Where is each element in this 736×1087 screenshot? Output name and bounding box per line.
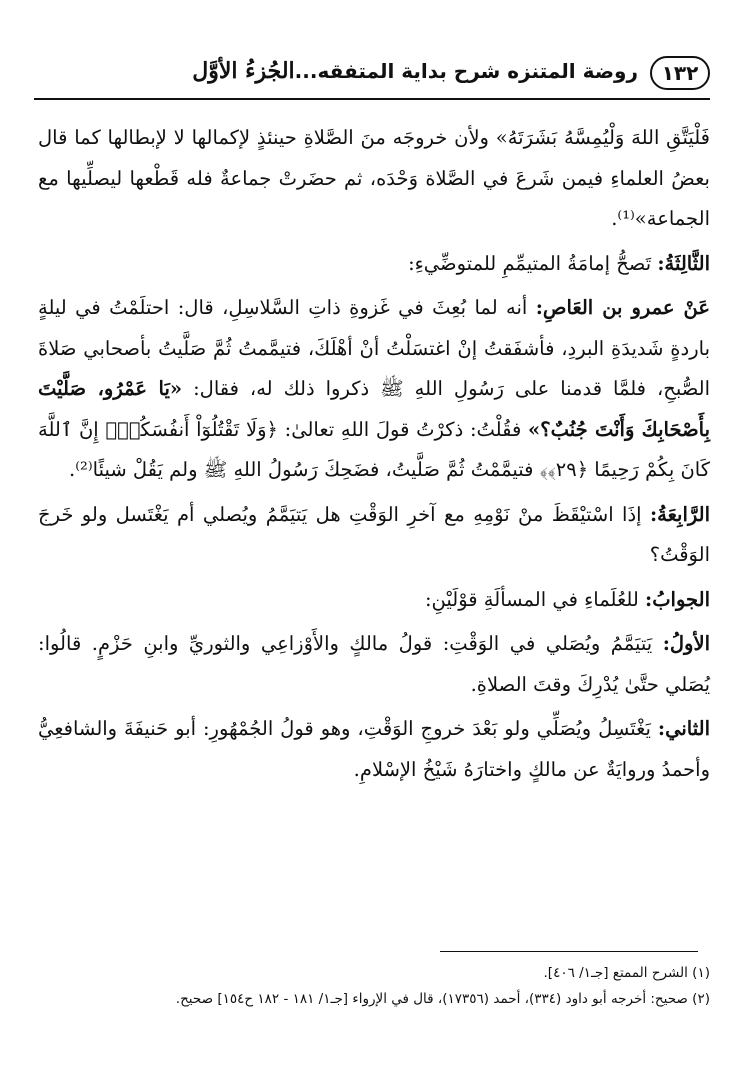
second-opinion bbox=[38, 709, 710, 790]
paragraph-continuation: فَلْيَتَّقِ اللهَ وَلْيُمِسَّهُ بَشَرَتَهُ» ولأن خروجَه منَ الصَّلاةِ حينئذٍ لإكمالها لا لإبطالها كما قال بعضُ العلماءِ فيمن شَرعَ في الصَّلاة وَحْدَه، ثم حضَرتْ جماعةٌ فله قَطْعها ليصلِّيها مع الجماعة»⁽¹⁾. bbox=[38, 126, 710, 230]
page-number: ١٣٢ bbox=[650, 56, 710, 90]
part-label: الجُزءُ الأوَّل bbox=[192, 58, 295, 84]
footnotes bbox=[38, 960, 710, 1012]
first-opinion-label: الأولُ: bbox=[662, 632, 711, 655]
hadith-continuation: فقُلْتُ: ذكرْتُ قولَ اللهِ تعالىٰ: bbox=[284, 417, 522, 441]
quran-verse: ﴿وَلَا تَقْتُلُوٓاْ أَنفُسَكُمْۚ إِنَّ ٱللَّهَ كَانَ بِكُمْ رَحِيمًا ﴿٢٩﴾﴾ bbox=[38, 417, 710, 481]
first-opinion bbox=[38, 624, 710, 705]
fourth-issue-label: الرَّابِعَةُ: bbox=[649, 502, 711, 526]
answer bbox=[38, 580, 710, 621]
third-issue-text: تَصحُّ إمامَةُ المتيمِّمِ للمتوضِّيءِ: bbox=[408, 251, 652, 275]
hadith-text: أنه لما بُعِثَ في غَزوةِ ذاتِ السَّلاسِلِ، قال: احتلَمْتُ في ليلةٍ باردةٍ شَديدَةِ البردِ، فأشفَقتُ إنْ اغتسَلْتُ أنْ أهْلَكَ، فتيمَّمتُ ثُمَّ صَلَّيتُ بأصحابي صَلاةَ الصُّبحِ، فلمَّا قدمنا على رَسُولِ اللهِ ﷺ ذكروا ذلك له، فقال: bbox=[38, 296, 711, 400]
footnote-1: (١) الشرح الممتع [جـ١/ ٤٠٦]. bbox=[543, 965, 710, 981]
hadith-narrator: عَنْ عمرو بن العَاصِ: bbox=[535, 296, 710, 319]
answer-label: الجوابُ: bbox=[645, 587, 710, 611]
hadith-ending: فتيمَّمْتُ ثُمَّ صَلَّيتُ، فضَحِكَ رَسُولُ اللهِ ﷺ ولم يَقُلْ شيئًا⁽²⁾. bbox=[69, 458, 534, 481]
answer-text: للعُلَماءِ في المسألَةِ قوْلَيْنِ: bbox=[424, 587, 639, 611]
running-title bbox=[192, 58, 638, 84]
second-opinion-label: الثاني: bbox=[657, 717, 710, 740]
fourth-issue-text: إذَا اسْتيْقَظَ منْ نَوْمِهِ مع آخرِ الوَقْتِ هل يَتيَمَّمُ ويُصلي أم يَغْتَسل ولو خَرجَ الوَقْتُ؟ bbox=[38, 502, 710, 566]
third-issue bbox=[38, 244, 710, 285]
third-issue-label: الثَّالِثَةُ: bbox=[657, 251, 710, 275]
first-opinion-text: يَتيَمَّمُ ويُصَلي في الوَقْتِ: قولُ مالكٍ والأَوْزاعِي والثوريِّ وابنِ حَزْمٍ. قالُوا: يُصَلي حتَّىٰ يُدْرِكَ وقتَ الصلاةِ. bbox=[38, 632, 710, 696]
fourth-issue bbox=[38, 495, 710, 576]
header-rule bbox=[34, 98, 710, 100]
book-title: روضة المتنزه شرح بداية المتفقه... bbox=[294, 59, 638, 83]
second-opinion-text: يَغْتَسِلُ ويُصَلِّي ولو بَعْدَ خروجِ الوَقْتِ، وهو قولُ الجُمْهُورِ: أبو حَنيفَةَ والشافعِيُّ وأحمدُ وروايَةٌ عن مالكٍ واختارَهُ شَيْخُ الإسْلامِ. bbox=[38, 717, 710, 781]
footnote-2: (٢) صحيح: أخرجه أبو داود (٣٣٤)، أحمد (١٧٣٥٦)، قال في الإرواء [جـ١/ ١٨١ - ١٨٢ ح١٥٤] صحيح. bbox=[175, 991, 710, 1007]
footnote-rule bbox=[440, 951, 698, 952]
prophet-quote: «يَا عَمْرُو، صَلَّيْتَ بِأَصْحَابِكَ وَأَنْتَ جُنُبٌ؟» bbox=[38, 377, 711, 441]
hadith-paragraph bbox=[38, 288, 710, 491]
main-text bbox=[38, 118, 710, 790]
page-header bbox=[34, 52, 710, 104]
